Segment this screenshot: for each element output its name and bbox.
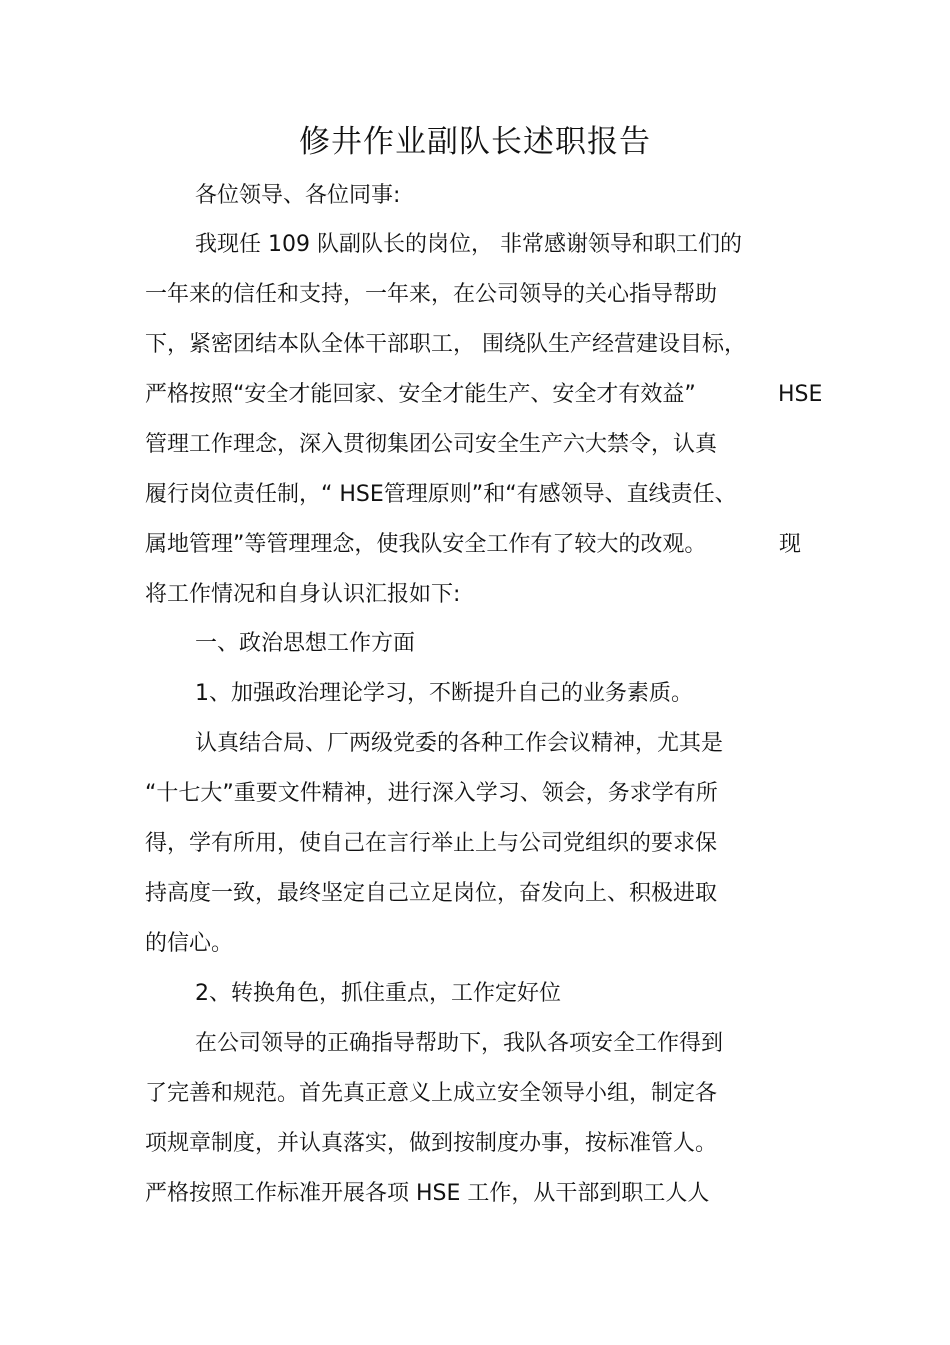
paragraph-line: 的信心。 (145, 931, 234, 956)
paragraph-line: 属地管理”等管理理念，使我队安全工作有了较大的改观。 (145, 532, 707, 557)
subsection-heading: 2、转换角色，抓住重点，工作定好位 (195, 981, 561, 1006)
paragraph-line: 下，紧密团结本队全体干部职工， 围绕队生产经营建设目标， (145, 332, 746, 357)
subsection-heading: 1、加强政治理论学习，不断提升自己的业务素质。 (195, 681, 693, 706)
paragraph-line: 一年来的信任和支持，一年来，在公司领导的关心指导帮助 (145, 282, 718, 307)
section-heading: 一、政治思想工作方面 (195, 631, 416, 656)
document-title: 修井作业副队长述职报告 (299, 124, 651, 160)
paragraph-line-tail: HSE (778, 382, 823, 407)
paragraph-line: 我现任 109 队副队长的岗位， 非常感谢领导和职工们的 (195, 232, 742, 257)
paragraph-line: 严格按照工作标准开展各项 HSE 工作，从干部到职工人人 (145, 1181, 710, 1206)
paragraph-line: 在公司领导的正确指导帮助下，我队各项安全工作得到 (195, 1031, 724, 1056)
paragraph-line: 履行岗位责任制，“ HSE管理原则”和“有感领导、直线责任、 (145, 482, 737, 507)
paragraph-line: 严格按照“安全才能回家、安全才能生产、安全才有效益” (145, 382, 696, 407)
paragraph-line: 将工作情况和自身认识汇报如下: (145, 582, 461, 607)
paragraph-line: 管理工作理念，深入贯彻集团公司安全生产六大禁令，认真 (145, 432, 718, 457)
paragraph-line: 项规章制度，并认真落实，做到按制度办事，按标准管人。 (145, 1131, 718, 1156)
paragraph-line: 持高度一致，最终坚定自己立足岗位，奋发向上、积极进取 (145, 881, 718, 906)
salutation: 各位领导、各位同事: (195, 183, 401, 208)
paragraph-line: 得，学有所用，使自己在言行举止上与公司党组织的要求保 (145, 831, 718, 856)
paragraph-line-tail: 现 (779, 532, 802, 557)
paragraph-line: 认真结合局、厂两级党委的各种工作会议精神，尤其是 (195, 731, 724, 756)
paragraph-line: “十七大”重要文件精神，进行深入学习、领会，务求学有所 (145, 781, 718, 806)
paragraph-line: 了完善和规范。首先真正意义上成立安全领导小组，制定各 (145, 1081, 718, 1106)
